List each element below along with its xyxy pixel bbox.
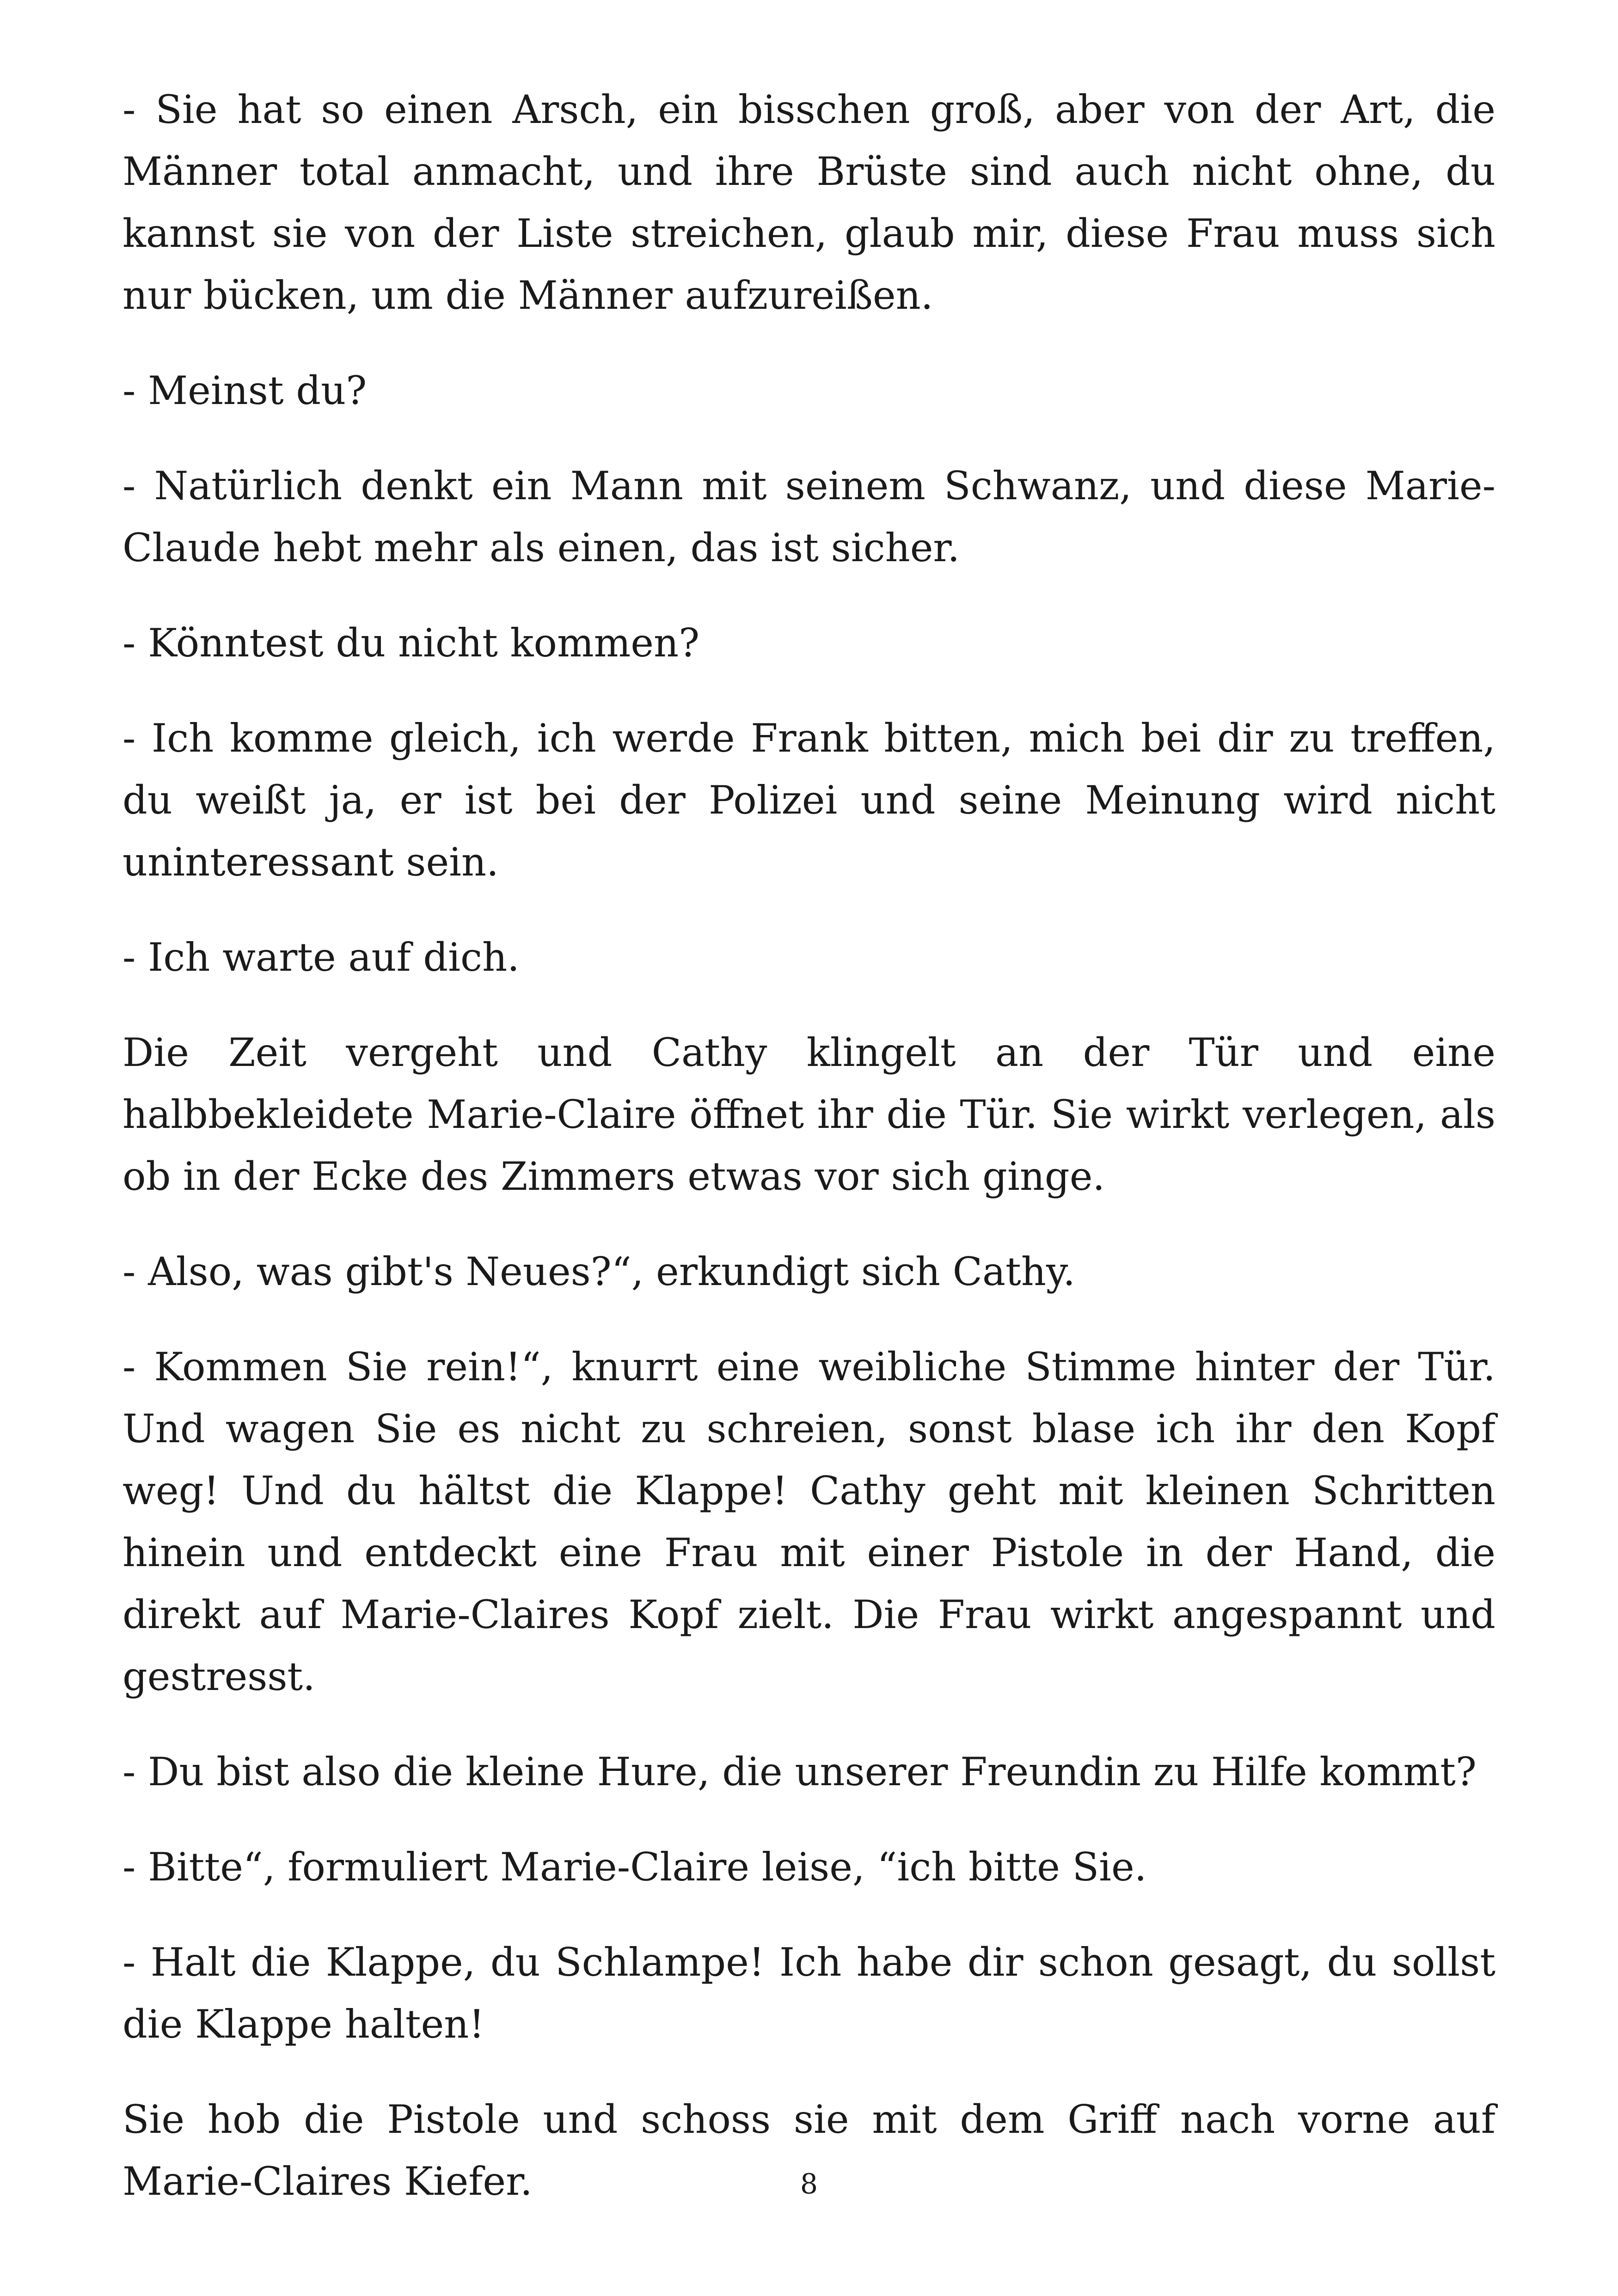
paragraph-7: Die Zeit vergeht und Cathy klingelt an der Tür und eine halbbekleidete Marie-Claire öffnet ihr die Tür. Sie wirkt verlegen, als ob in der Ecke des Zimmers etwas vor sich ginge. [123,1030,1495,1199]
paragraph-12: - Halt die Klappe, du Schlampe! Ich habe dir schon gesagt, du sollst die Klappe halten! [123,1940,1495,2047]
paragraph-2: - Meinst du? [123,368,367,413]
paragraph-11: - Bitte“, formuliert Marie-Claire leise, “ich bitte Sie. [123,1844,1147,1890]
paragraph-9: - Kommen Sie rein!“, knurrt eine weibliche Stimme hinter der Tür. Und wagen Sie es nicht zu schreien, sonst blase ich ihr den Kopf weg! Und du hältst die Klappe! Cathy geht mit kleinen Schritten hinein und entdeckt eine Frau mit einer Pistole in der Hand, die direkt auf Marie-Claires Kopf zielt. Die Frau wirkt angespannt und gestresst. [123,1344,1495,1699]
paragraph-10: - Du bist also die kleine Hure, die unserer Freundin zu Hilfe kommt? [123,1749,1477,1794]
paragraph-13: Sie hob die Pistole und schoss sie mit dem Griff nach vorne auf Marie-Claires Kiefer. [123,2097,1495,2204]
page-body [123,79,1495,2246]
paragraph-1: - Sie hat so einen Arsch, ein bisschen groß, aber von der Art, die Männer total anmacht, und ihre Brüste sind auch nicht ohne, du kannst sie von der Liste streichen, glaub mir, diese Frau muss sich nur bücken, um die Männer aufzureißen. [123,87,1495,318]
paragraph-3: - Natürlich denkt ein Mann mit seinem Schwanz, und diese Marie-Claude hebt mehr als einen, das ist sicher. [123,463,1495,570]
paragraph-5: - Ich komme gleich, ich werde Frank bitten, mich bei dir zu treffen, du weißt ja, er ist bei der Polizei und seine Meinung wird nicht uninteressant sein. [123,716,1495,885]
paragraph-6: - Ich warte auf dich. [123,935,520,980]
paragraph-4: - Könntest du nicht kommen? [123,620,700,666]
page-number: 8 [800,2168,818,2200]
paragraph-8: - Also, was gibt's Neues?“, erkundigt sich Cathy. [123,1249,1075,1294]
